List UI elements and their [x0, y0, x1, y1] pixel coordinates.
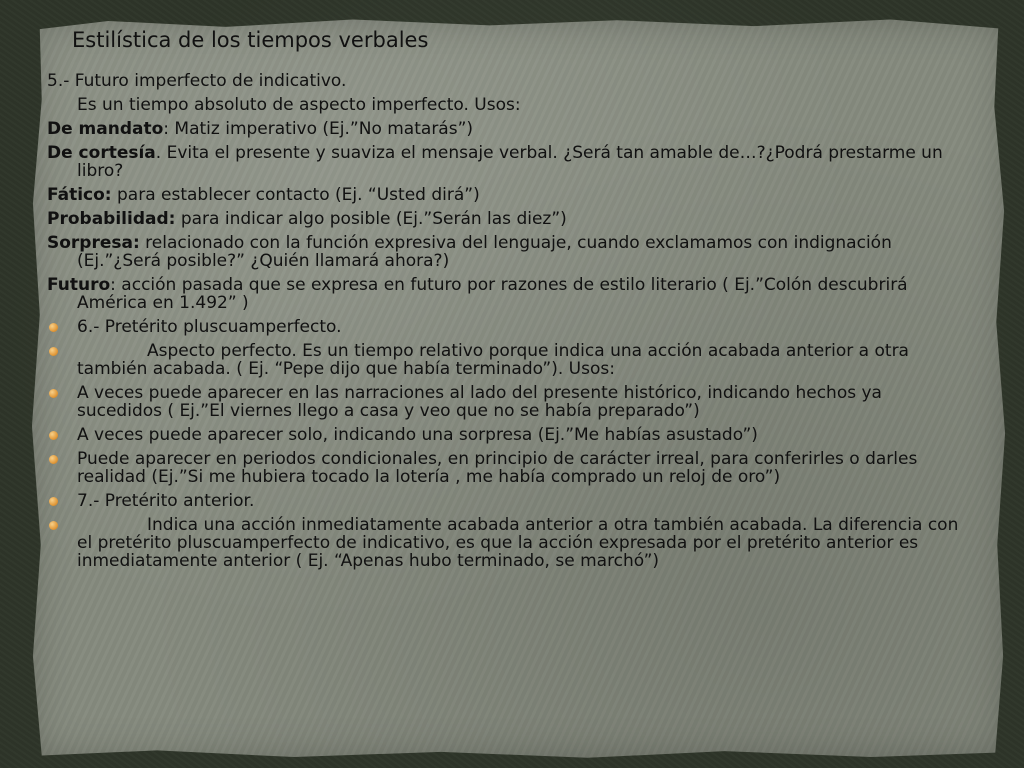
slide-title: Estilística de los tiempos verbales: [72, 28, 429, 52]
bullet-text: 7.- Pretérito anterior.: [77, 491, 255, 511]
use-text: para establecer contacto (Ej. “Usted dirá”): [111, 185, 480, 205]
use-item: [47, 120, 967, 138]
use-label: Fático:: [47, 185, 112, 205]
use-label: Probabilidad:: [47, 209, 176, 229]
bullet-item: [47, 318, 967, 336]
bullet-item: [47, 342, 967, 378]
use-item: [47, 276, 967, 312]
bullet-text: Indica una acción inmediatamente acabada anterior a otra también acabada. La diferencia con el pretérito pluscuamperfecto de indicativo, es que la acción expresada por el pretérito anterior es inmediatamente anterior ( Ej. “Apenas hubo terminado, se marchó”): [77, 515, 959, 571]
bullet-dot-icon: [49, 323, 58, 332]
intro-line: Es un tiempo absoluto de aspecto imperfecto. Usos:: [77, 95, 521, 115]
bullet-text: 6.- Pretérito pluscuamperfecto.: [77, 317, 342, 337]
bullet-item: [47, 384, 967, 420]
bullet-text: A veces puede aparecer solo, indicando una sorpresa (Ej.”Me habías asustado”): [77, 425, 758, 445]
use-item: [47, 210, 967, 228]
bullet-item: [47, 426, 967, 444]
section-heading-futuro: 5.- Futuro imperfecto de indicativo.: [47, 71, 347, 91]
bullet-item: [47, 516, 967, 570]
bullet-dot-icon: [49, 389, 58, 398]
use-text: . Evita el presente y suaviza el mensaje verbal. ¿Será tan amable de…?¿Podrá prestarme un libro?: [77, 143, 943, 181]
bullet-dot-icon: [49, 347, 58, 356]
use-text: para indicar algo posible (Ej.”Serán las diez”): [175, 209, 567, 229]
use-label: De mandato: [47, 119, 164, 139]
use-label: Futuro: [47, 275, 111, 295]
bullet-text: A veces puede aparecer en las narraciones al lado del presente histórico, indicando hechos ya sucedidos ( Ej.”El viernes llego a casa y veo que no se había preparado”): [77, 383, 882, 421]
use-text: : acción pasada que se expresa en futuro por razones de estilo literario ( Ej.”Colón descubrirá América en 1.492” ): [77, 275, 908, 313]
bullet-dot-icon: [49, 497, 58, 506]
slide-content: [47, 72, 967, 576]
bullet-text: Aspecto perfecto. Es un tiempo relativo porque indica una acción acabada anterior a otra también acabada. ( Ej. “Pepe dijo que había terminado”). Usos:: [77, 341, 909, 379]
bullet-item: [47, 492, 967, 510]
use-item: [47, 186, 967, 204]
use-text: relacionado con la función expresiva del lenguaje, cuando exclamamos con indignación (Ej.”¿Será posible?” ¿Quién llamará ahora?): [77, 233, 892, 271]
bullet-item: [47, 450, 967, 486]
bullet-list: [47, 318, 967, 570]
use-label: Sorpresa:: [47, 233, 140, 253]
uses-list: [47, 120, 967, 312]
use-text: : Matiz imperativo (Ej.”No matarás”): [163, 119, 474, 139]
use-item: [47, 234, 967, 270]
bullet-dot-icon: [49, 431, 58, 440]
bullet-dot-icon: [49, 455, 58, 464]
bullet-dot-icon: [49, 521, 58, 530]
use-item: [47, 144, 967, 180]
bullet-text: Puede aparecer en periodos condicionales, en principio de carácter irreal, para conferirles o darles realidad (Ej.”Si me hubiera tocado la lotería , me había comprado un reloj de oro”): [77, 449, 918, 487]
use-label: De cortesía: [47, 143, 156, 163]
